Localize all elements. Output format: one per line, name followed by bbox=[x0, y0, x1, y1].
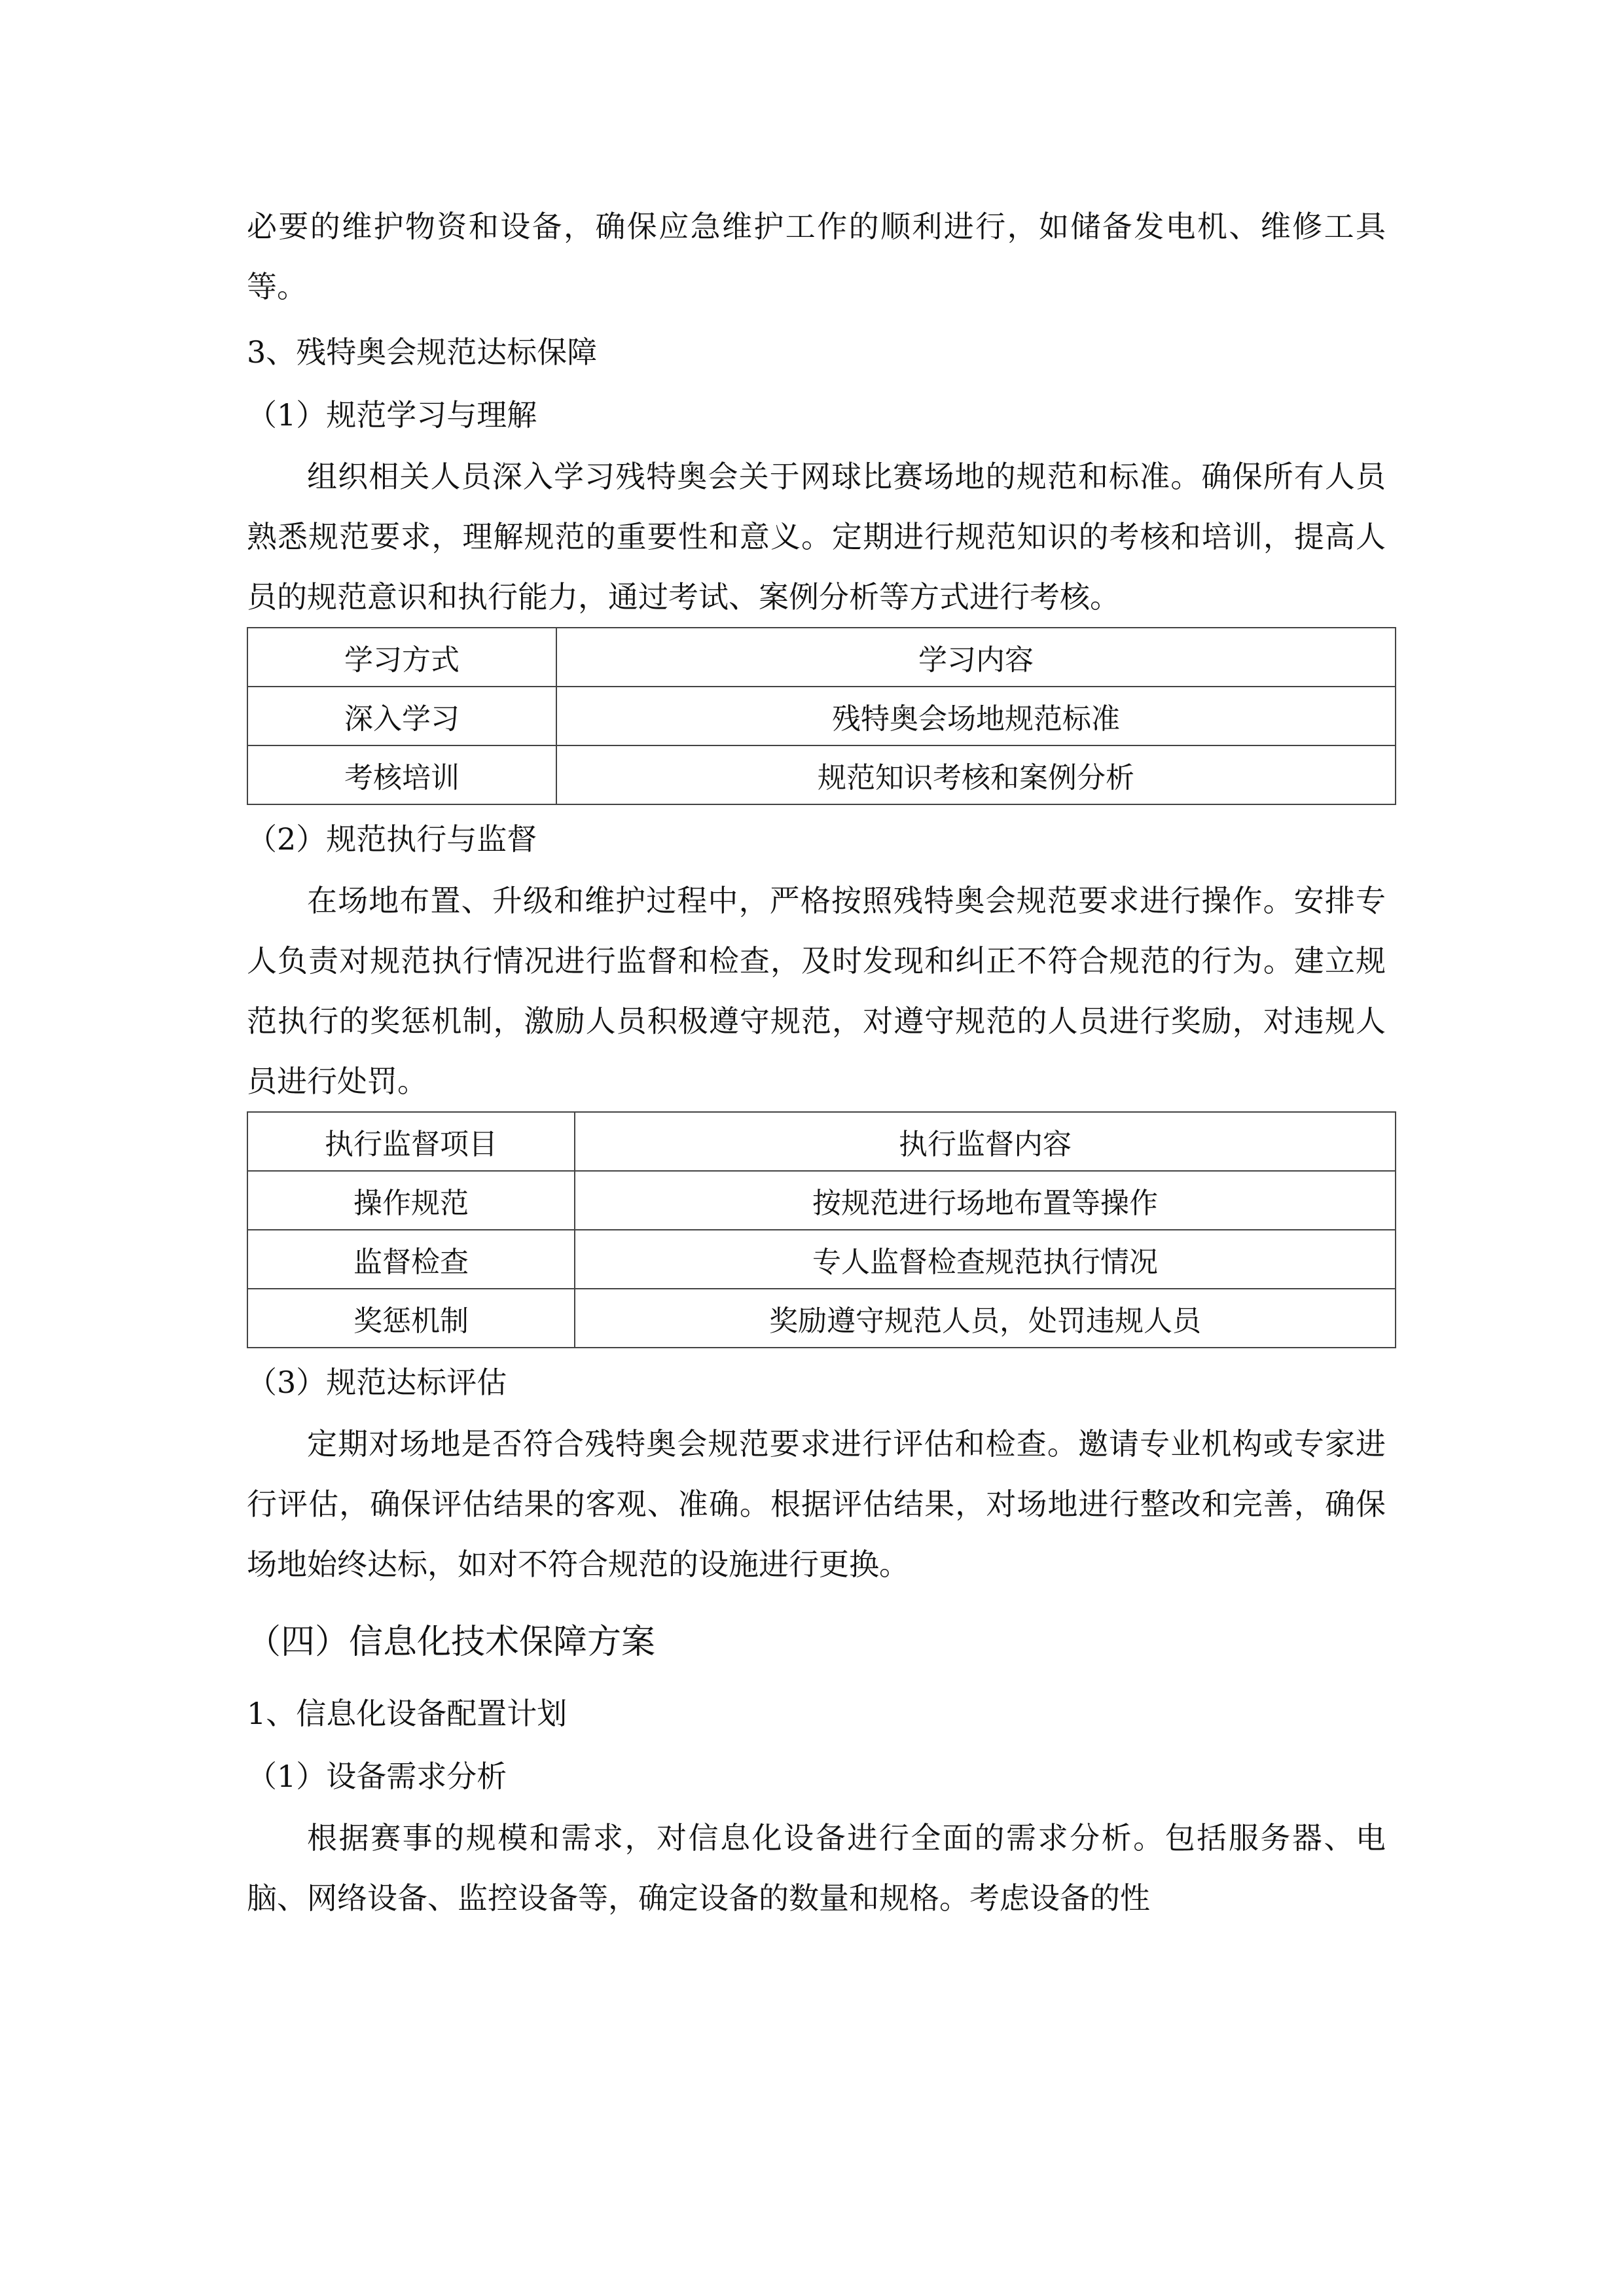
table-cell: 监督检查 bbox=[247, 1230, 575, 1289]
table-cell: 规范知识考核和案例分析 bbox=[556, 745, 1396, 804]
supervision-table bbox=[247, 1111, 1396, 1348]
table-cell: 残特奥会场地规范标准 bbox=[556, 687, 1396, 745]
paragraph-continued: 必要的维护物资和设备，确保应急维护工作的顺利进行，如储备发电机、维修工具等。 bbox=[247, 209, 1386, 304]
table-cell: 奖励遵守规范人员，处罚违规人员 bbox=[575, 1289, 1396, 1348]
subsection-heading-3-1: （1）规范学习与理解 bbox=[247, 397, 537, 433]
table-cell: 操作规范 bbox=[247, 1171, 575, 1230]
chapter-heading-4: （四）信息化技术保障方案 bbox=[247, 1623, 656, 1662]
paragraph-equipment-needs: 根据赛事的规模和需求，对信息化设备进行全面的需求分析。包括服务器、电脑、网络设备、监控设备等，确定设备的数量和规格。考虑设备的性 bbox=[247, 1820, 1386, 1916]
table-row bbox=[247, 1230, 1396, 1289]
table-row bbox=[247, 1171, 1396, 1230]
table-row bbox=[247, 745, 1396, 804]
table-header-row bbox=[247, 1112, 1396, 1171]
table-header-row bbox=[247, 628, 1396, 687]
subsection-heading-3-2: （2）规范执行与监督 bbox=[247, 821, 537, 857]
table-cell: 奖惩机制 bbox=[247, 1289, 575, 1348]
subsection-heading-4-1-1: （1）设备需求分析 bbox=[247, 1759, 507, 1794]
table-header-cell: 学习方式 bbox=[247, 628, 556, 687]
table-cell: 深入学习 bbox=[247, 687, 556, 745]
subsection-heading-3-3: （3）规范达标评估 bbox=[247, 1365, 507, 1400]
table-cell: 考核培训 bbox=[247, 745, 556, 804]
section-heading-4-1: 1、信息化设备配置计划 bbox=[247, 1696, 568, 1731]
document-page bbox=[247, 196, 1386, 1928]
study-method-table bbox=[247, 627, 1396, 805]
paragraph-standards-execution: 在场地布置、升级和维护过程中，严格按照残特奥会规范要求进行操作。安排专人负责对规范执行情况进行监督和检查，及时发现和纠正不符合规范的行为。建立规范执行的奖惩机制，激励人员积极遵守规范，对遵守规范的人员进行奖励，对违规人员进行处罚。 bbox=[247, 883, 1386, 1099]
section-heading-3: 3、残特奥会规范达标保障 bbox=[247, 334, 598, 370]
table-header-cell: 执行监督内容 bbox=[575, 1112, 1396, 1171]
paragraph-standards-study: 组织相关人员深入学习残特奥会关于网球比赛场地的规范和标准。确保所有人员熟悉规范要求，理解规范的重要性和意义。定期进行规范知识的考核和培训，提高人员的规范意识和执行能力，通过考试、案例分析等方式进行考核。 bbox=[247, 459, 1386, 615]
table-header-cell: 学习内容 bbox=[556, 628, 1396, 687]
table-cell: 按规范进行场地布置等操作 bbox=[575, 1171, 1396, 1230]
table-row bbox=[247, 1289, 1396, 1348]
table-cell: 专人监督检查规范执行情况 bbox=[575, 1230, 1396, 1289]
table-header-cell: 执行监督项目 bbox=[247, 1112, 575, 1171]
paragraph-standards-assessment: 定期对场地是否符合残特奥会规范要求进行评估和检查。邀请专业机构或专家进行评估，确保评估结果的客观、准确。根据评估结果，对场地进行整改和完善，确保场地始终达标，如对不符合规范的设施进行更换。 bbox=[247, 1426, 1386, 1582]
table-row bbox=[247, 687, 1396, 745]
